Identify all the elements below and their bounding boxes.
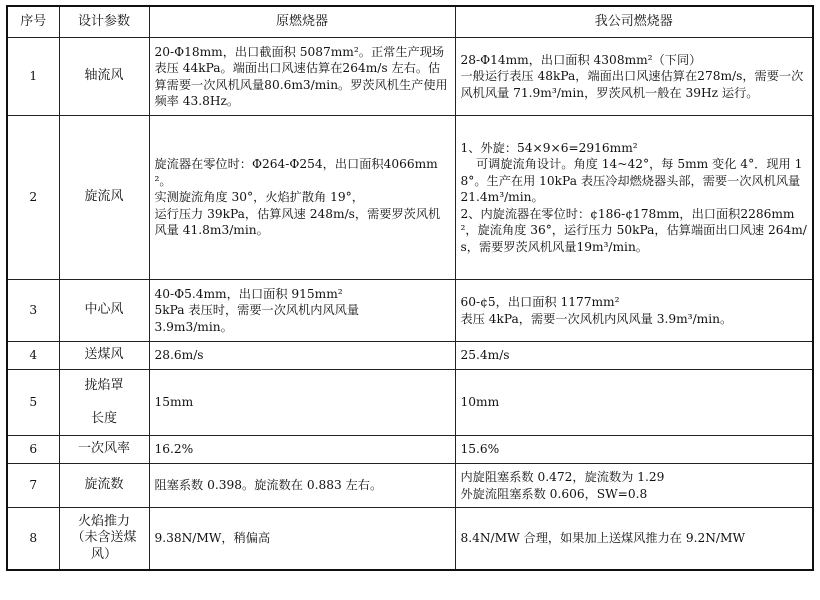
row-ours: 15.6% [455,436,813,464]
row-orig: 28.6m/s [149,342,455,370]
header-no: 序号 [7,6,59,38]
row-orig: 20-Φ18mm，出口截面积 5087mm²。正常生产现场表压 44kPa。端面出口风速估算在264m/s 左右。估算需要一次风机风量80.6m3/min。罗茨风机生产使用频率 43.8Hz。 [149,38,455,116]
row-ours: 28-Φ14mm，出口面积 4308mm²（下同） 一般运行表压 48kPa，端面出口风速估算在278m/s，需要一次风机风量 71.9m³/min，罗茨风机一般在 39Hz 运行。 [455,38,813,116]
row-param: 旋流数 [59,464,149,508]
row-orig: 9.38N/MW，稍偏高 [149,508,455,570]
table-row [7,38,813,116]
row-param: 拢焰罩 长度 [59,370,149,436]
row-param: 旋流风 [59,116,149,280]
row-orig: 16.2% [149,436,455,464]
burner-comparison-table [6,5,814,571]
table-row [7,436,813,464]
table-row [7,508,813,570]
row-no: 1 [7,38,59,116]
row-param: 送煤风 [59,342,149,370]
document-page [6,5,812,571]
header-our-burner: 我公司燃烧器 [455,6,813,38]
row-ours: 8.4N/MW 合理，如果加上送煤风推力在 9.2N/MW [455,508,813,570]
row-ours: 内旋阻塞系数 0.472，旋流数为 1.29 外旋流阻塞系数 0.606，SW=0.8 [455,464,813,508]
row-orig: 阻塞系数 0.398。旋流数在 0.883 左右。 [149,464,455,508]
row-orig: 40-Φ5.4mm，出口面积 915mm² 5kPa 表压时，需要一次风机内风风量 3.9m3/min。 [149,280,455,342]
table-row [7,464,813,508]
row-param: 中心风 [59,280,149,342]
row-ours: 10mm [455,370,813,436]
table-row [7,370,813,436]
table-header-row [7,6,813,38]
row-ours: 1、外旋：54×9×6=2916mm² 可调旋流角设计。角度 14~42°，每 5mm 变化 4°．现用 18°。生产在用 10kPa 表压冷却燃烧器头部，需要一次风机风量 21.4m³/min。 2、内旋流器在零位时：¢186-¢178mm，出口面积2286mm²，旋流角度 36°，运行压力 50kPa，估算端面出口风速 264m/s，需要罗茨风机风量19m³/min。 [455,116,813,280]
table-row [7,280,813,342]
row-param: 火焰推力 （未含送煤风） [59,508,149,570]
row-ours: 25.4m/s [455,342,813,370]
header-orig-burner: 原燃烧器 [149,6,455,38]
table-row [7,342,813,370]
row-no: 5 [7,370,59,436]
header-param: 设计参数 [59,6,149,38]
row-orig: 旋流器在零位时：Φ264-Φ254，出口面积4066mm²。 实测旋流角度 30°，火焰扩散角 19°， 运行压力 39kPa，估算风速 248m/s，需要罗茨风机风量 41.8m3/min。 [149,116,455,280]
row-no: 3 [7,280,59,342]
row-no: 7 [7,464,59,508]
row-param: 轴流风 [59,38,149,116]
table-row [7,116,813,280]
row-no: 6 [7,436,59,464]
row-no: 4 [7,342,59,370]
row-no: 2 [7,116,59,280]
row-ours: 60-¢5，出口面积 1177mm² 表压 4kPa，需要一次风机内风风量 3.9m³/min。 [455,280,813,342]
row-orig: 15mm [149,370,455,436]
row-param: 一次风率 [59,436,149,464]
row-no: 8 [7,508,59,570]
